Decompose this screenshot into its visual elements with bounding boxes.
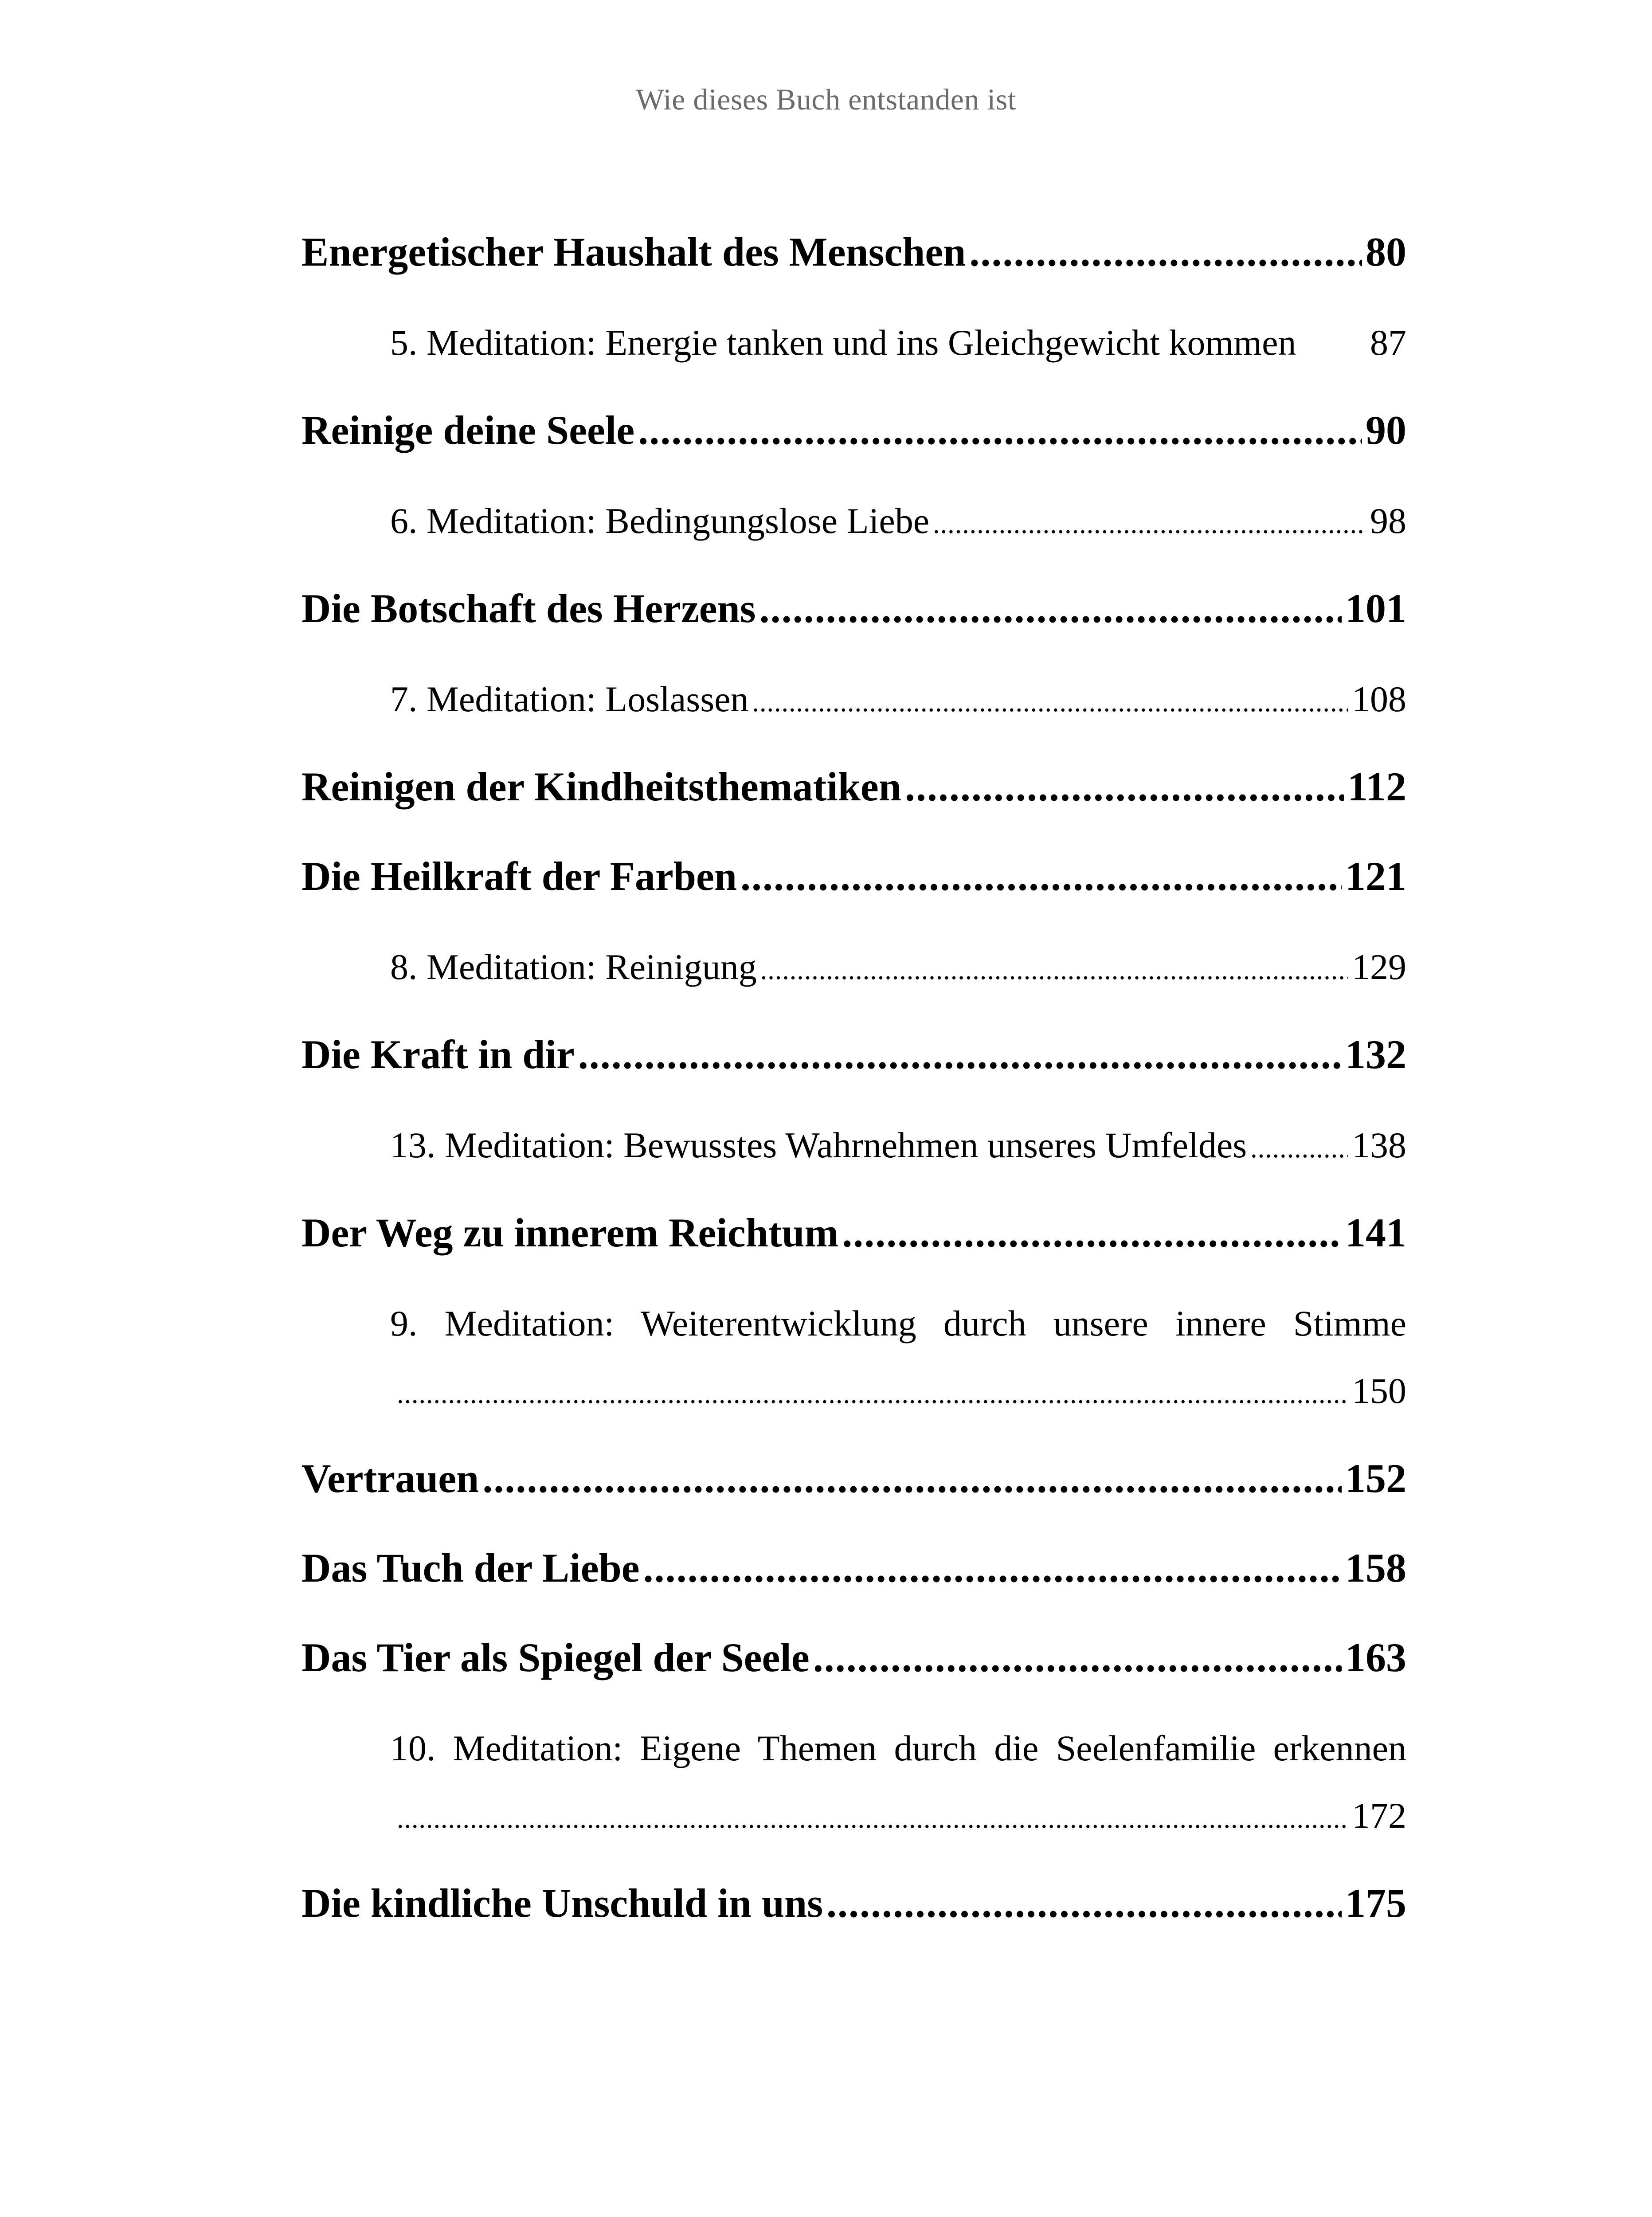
- dot-leader: [397, 1367, 1348, 1418]
- dot-leader: [740, 850, 1342, 903]
- toc-entry-meditation[interactable]: [390, 497, 1406, 545]
- toc-entry-chapter[interactable]: [301, 1541, 1406, 1594]
- toc-entry-page: 138: [1352, 1125, 1406, 1165]
- dot-leader: [933, 497, 1366, 548]
- toc-entry-page: 90: [1366, 407, 1406, 453]
- toc-entry-meditation[interactable]: [390, 675, 1406, 724]
- toc-entry-page: 108: [1352, 679, 1406, 719]
- toc-entry-page: 121: [1345, 854, 1406, 899]
- dot-leader: [1250, 1121, 1348, 1173]
- toc-entry-title: Die Kraft in dir: [301, 1032, 575, 1077]
- dot-leader: [482, 1452, 1342, 1505]
- toc-entry-title: Reinige deine Seele: [301, 407, 635, 453]
- toc-entry-meditation-continuation[interactable]: [397, 1367, 1406, 1415]
- toc-entry-title: Energetischer Haushalt des Menschen: [301, 229, 966, 274]
- toc-entry-meditation[interactable]: [390, 1121, 1406, 1170]
- toc-entry-title: 7. Meditation: Loslassen: [390, 679, 749, 719]
- toc-entry-chapter[interactable]: [301, 1028, 1406, 1081]
- dot-leader: [752, 675, 1348, 727]
- dot-leader: [578, 1028, 1342, 1081]
- toc-entry-chapter[interactable]: [301, 850, 1406, 903]
- toc-entry-chapter[interactable]: [301, 1631, 1406, 1684]
- toc-entry-title: 9. Meditation: Weiterentwicklung durch unsere innere Stimme: [390, 1303, 1406, 1344]
- dot-leader: [397, 1791, 1348, 1843]
- toc-entry-title: Das Tier als Spiegel der Seele: [301, 1635, 810, 1680]
- toc-entry-page: 87: [1370, 322, 1406, 363]
- toc-entry-title: Vertrauen: [301, 1456, 479, 1501]
- toc-entry-chapter[interactable]: [301, 582, 1406, 635]
- toc-entry-meditation[interactable]: [390, 318, 1406, 367]
- dot-leader: [826, 1876, 1342, 1930]
- toc-entry-title: 8. Meditation: Reinigung: [390, 947, 757, 987]
- toc-entry-page: 141: [1345, 1210, 1406, 1255]
- toc-entry-page: 112: [1347, 764, 1406, 809]
- toc-entry-page: 158: [1345, 1545, 1406, 1590]
- toc-entry-title: Die Heilkraft der Farben: [301, 854, 737, 899]
- toc-entry-page: 129: [1352, 947, 1406, 987]
- toc-entry-title: 5. Meditation: Energie tanken und ins Gleichgewicht kommen: [390, 322, 1296, 363]
- dot-leader: [638, 403, 1362, 457]
- toc-entry-chapter[interactable]: [301, 1206, 1406, 1259]
- toc-entry-chapter[interactable]: [301, 225, 1406, 278]
- toc-entry-title: 6. Meditation: Bedingungslose Liebe: [390, 501, 930, 541]
- toc-entry-title: Reinigen der Kindheitsthematiken: [301, 764, 901, 809]
- toc-entry-meditation[interactable]: [390, 1724, 1406, 1773]
- toc-entry-chapter[interactable]: [301, 1876, 1406, 1930]
- toc-entry-page: 132: [1345, 1032, 1406, 1077]
- toc-entry-page: 152: [1345, 1456, 1406, 1501]
- dot-leader: [759, 582, 1342, 635]
- toc-entry-page: 175: [1345, 1880, 1406, 1926]
- toc-entry-chapter[interactable]: [301, 403, 1406, 457]
- toc-entry-title: Die Botschaft des Herzens: [301, 586, 756, 631]
- toc-entry-title: Die kindliche Unschuld in uns: [301, 1880, 823, 1926]
- toc-entry-page: 150: [1352, 1371, 1406, 1411]
- dot-leader: [969, 225, 1362, 278]
- toc-entry-page: 80: [1366, 229, 1406, 274]
- toc-entry-title: 13. Meditation: Bewusstes Wahrnehmen unseres Umfeldes: [390, 1125, 1247, 1165]
- toc-entry-title: Das Tuch der Liebe: [301, 1545, 640, 1590]
- toc-entry-meditation-continuation[interactable]: [397, 1791, 1406, 1840]
- toc-entry-meditation[interactable]: [390, 943, 1406, 991]
- running-header-title: Wie dieses Buch entstanden ist: [635, 82, 1017, 116]
- toc-entry-title: Der Weg zu innerem Reichtum: [301, 1210, 839, 1255]
- dot-leader: [813, 1631, 1342, 1684]
- toc-entry-chapter[interactable]: [301, 1452, 1406, 1505]
- toc-entry-page: 163: [1345, 1635, 1406, 1680]
- toc-entry-chapter[interactable]: [301, 760, 1406, 813]
- toc-entry-page: 98: [1370, 501, 1406, 541]
- dot-leader: [905, 760, 1344, 813]
- toc-entry-title: 10. Meditation: Eigene Themen durch die Seelenfamilie erkennen: [390, 1728, 1406, 1768]
- dot-leader: [760, 943, 1348, 995]
- dot-leader: [643, 1541, 1342, 1594]
- dot-leader: [842, 1206, 1342, 1259]
- toc-entry-page: 172: [1352, 1795, 1406, 1836]
- toc-entry-meditation[interactable]: [390, 1299, 1406, 1348]
- toc-entry-page: 101: [1345, 586, 1406, 631]
